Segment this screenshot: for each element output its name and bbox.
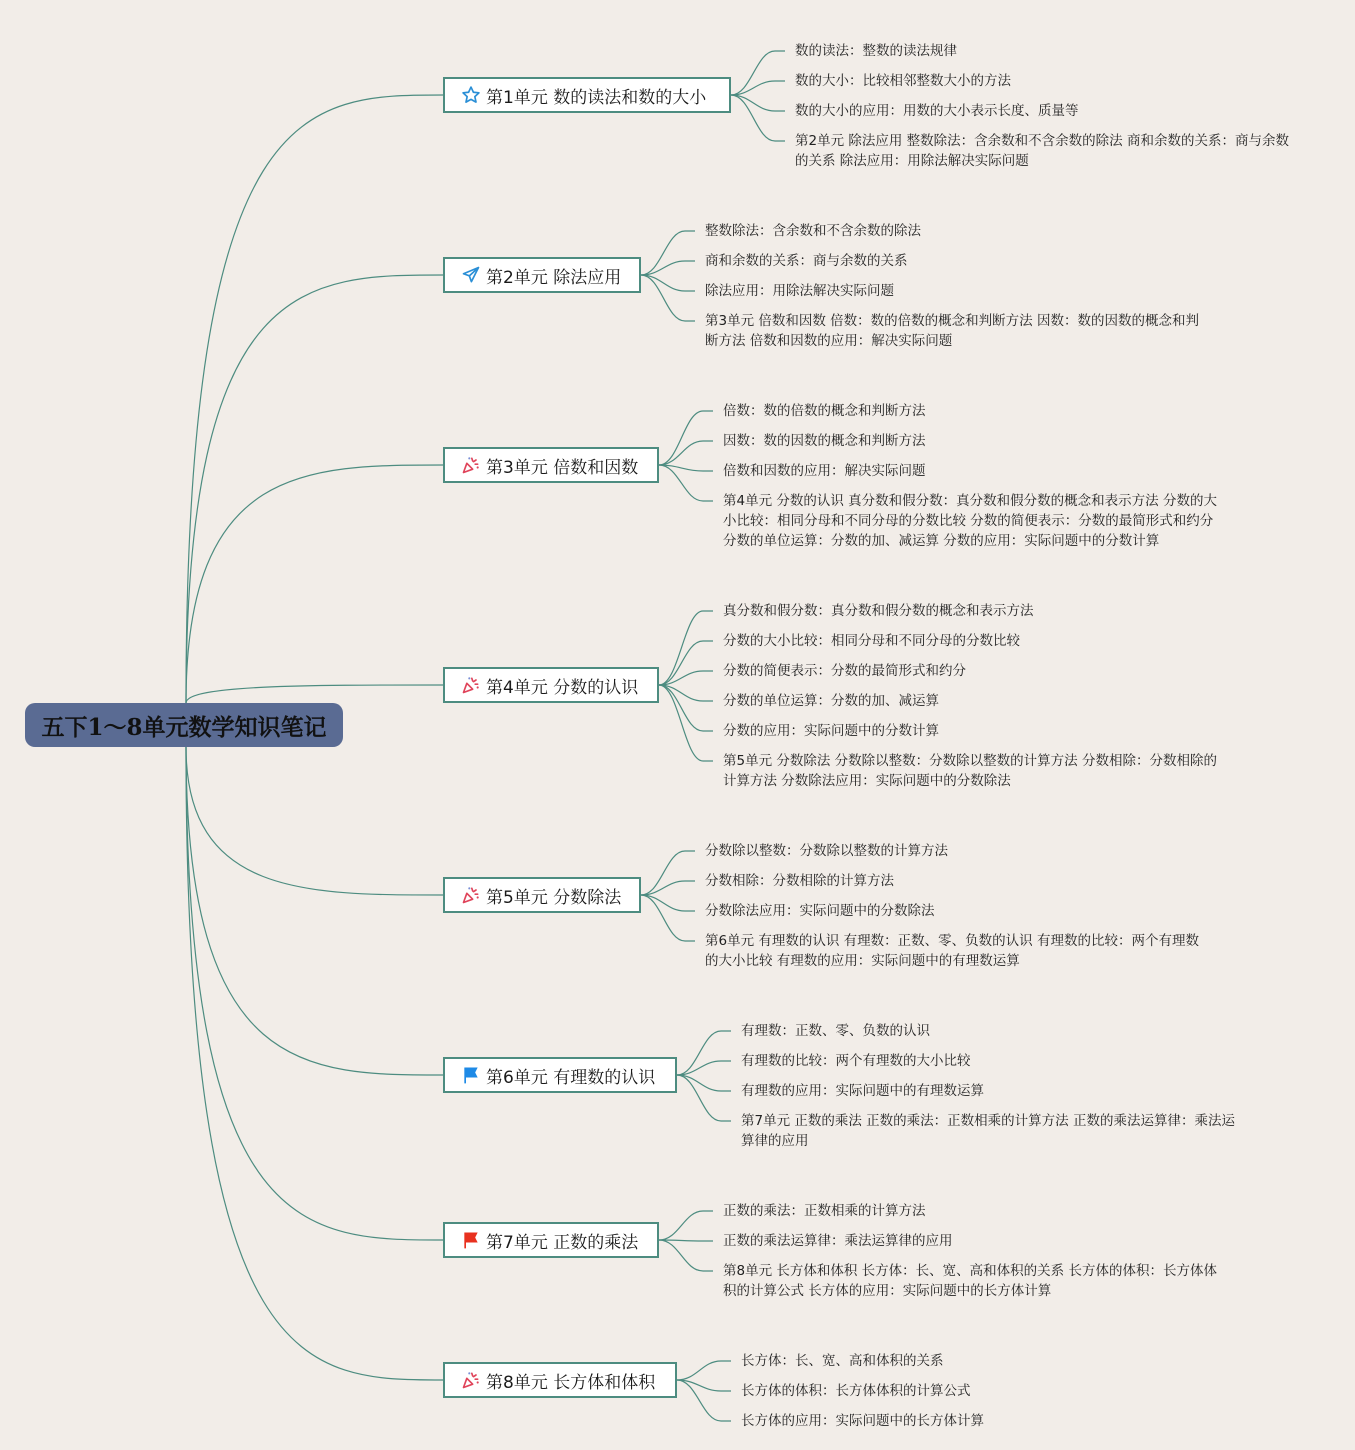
leaf-item[interactable]: 分数的简便表示：分数的最简形式和约分 xyxy=(723,663,966,679)
root-branch-link xyxy=(186,747,443,1075)
party-popper-icon xyxy=(460,884,482,906)
root-branch-link xyxy=(186,275,443,703)
branch-leaf-link xyxy=(659,465,713,471)
leaf-item[interactable]: 长方体的体积：长方体体积的计算公式 xyxy=(741,1383,971,1399)
branch-leaf-link xyxy=(677,1031,731,1075)
branch-unit-2[interactable] xyxy=(443,257,641,293)
branch-unit-4[interactable] xyxy=(443,667,659,703)
leaf-item[interactable]: 数的大小：比较相邻整数大小的方法 xyxy=(795,73,1011,89)
branch-unit-6[interactable] xyxy=(443,1057,677,1093)
branch-label: 第5单元 分数除法 xyxy=(486,887,622,908)
leaf-item[interactable]: 第4单元 分数的认识 真分数和假分数：真分数和假分数的概念和表示方法 分数的大小比较：相同分母和不同分母的分数比较 分数的简便表示：分数的最简形式和约分 分数的单位运算：分数的加、减运算 分数的应用：实际问题中的分数计算 xyxy=(723,493,1217,549)
branch-leaf-link xyxy=(731,51,785,95)
root-topic[interactable] xyxy=(25,703,343,747)
leaf-item[interactable]: 商和余数的关系：商与余数的关系 xyxy=(705,253,908,269)
star-icon xyxy=(460,84,482,106)
leaf-item[interactable]: 第2单元 除法应用 整数除法：含余数和不含余数的除法 商和余数的关系：商与余数的关系 除法应用：用除法解决实际问题 xyxy=(795,133,1289,169)
leaf-item[interactable]: 整数除法：含余数和不含余数的除法 xyxy=(705,223,921,239)
root-title: 五下1～8单元数学知识笔记 xyxy=(41,713,327,741)
branch-leaf-link xyxy=(659,611,713,685)
branch-label: 第1单元 数的读法和数的大小 xyxy=(486,87,707,108)
paper-plane-icon xyxy=(460,264,482,286)
branch-unit-8[interactable] xyxy=(443,1362,677,1398)
branch-leaf-link xyxy=(659,685,713,731)
leaf-item[interactable]: 第6单元 有理数的认识 有理数：正数、零、负数的认识 有理数的比较：两个有理数的大小比较 有理数的应用：实际问题中的有理数运算 xyxy=(705,933,1199,969)
leaf-item[interactable]: 长方体：长、宽、高和体积的关系 xyxy=(741,1353,944,1369)
leaf-item[interactable]: 有理数的比较：两个有理数的大小比较 xyxy=(741,1053,971,1069)
branch-label: 第4单元 分数的认识 xyxy=(486,677,639,698)
leaf-item[interactable]: 第5单元 分数除法 分数除以整数：分数除以整数的计算方法 分数相除：分数相除的计算方法 分数除法应用：实际问题中的分数除法 xyxy=(723,753,1217,789)
branch-leaf-link xyxy=(641,895,695,941)
leaf-item[interactable]: 分数的单位运算：分数的加、减运算 xyxy=(723,693,939,709)
branch-label: 第3单元 倍数和因数 xyxy=(486,457,639,478)
leaf-item[interactable]: 倍数：数的倍数的概念和判断方法 xyxy=(723,403,926,419)
root-branch-link xyxy=(186,747,443,1380)
leaf-item[interactable]: 因数：数的因数的概念和判断方法 xyxy=(723,433,926,449)
branch-unit-7[interactable] xyxy=(443,1222,659,1258)
branch-leaf-link xyxy=(659,641,713,685)
branch-unit-3[interactable] xyxy=(443,447,659,483)
leaf-item[interactable]: 除法应用：用除法解决实际问题 xyxy=(705,283,894,299)
branch-label: 第2单元 除法应用 xyxy=(486,267,622,288)
leaf-item[interactable]: 正数的乘法运算律：乘法运算律的应用 xyxy=(723,1233,953,1249)
party-popper-icon xyxy=(460,674,482,696)
root-branch-link xyxy=(186,747,443,1240)
leaf-item[interactable]: 分数的大小比较：相同分母和不同分母的分数比较 xyxy=(723,633,1020,649)
branch-label: 第6单元 有理数的认识 xyxy=(486,1067,656,1088)
branch-leaf-link xyxy=(731,95,785,141)
branch-leaf-link xyxy=(677,1380,731,1421)
party-popper-icon xyxy=(460,454,482,476)
blue-flag-icon xyxy=(460,1064,482,1086)
red-flag-icon xyxy=(460,1229,482,1251)
root-branch-link xyxy=(186,685,443,703)
branch-leaf-link xyxy=(659,1240,713,1271)
leaf-item[interactable]: 真分数和假分数：真分数和假分数的概念和表示方法 xyxy=(723,603,1034,619)
branch-leaf-link xyxy=(641,231,695,275)
root-branch-link xyxy=(186,747,443,895)
leaf-item[interactable]: 数的大小的应用：用数的大小表示长度、质量等 xyxy=(795,103,1079,119)
leaf-item[interactable]: 第3单元 倍数和因数 倍数：数的倍数的概念和判断方法 因数：数的因数的概念和判断方法 倍数和因数的应用：解决实际问题 xyxy=(705,313,1199,349)
branch-leaf-link xyxy=(659,411,713,465)
party-popper-icon xyxy=(460,1369,482,1391)
branch-leaf-link xyxy=(677,1361,731,1380)
leaf-item[interactable]: 正数的乘法：正数相乘的计算方法 xyxy=(723,1203,926,1219)
leaf-item[interactable]: 有理数的应用：实际问题中的有理数运算 xyxy=(741,1083,984,1099)
leaf-item[interactable]: 分数的应用：实际问题中的分数计算 xyxy=(723,723,939,739)
branch-leaf-link xyxy=(677,1380,731,1391)
root-branch-link xyxy=(186,95,443,703)
leaf-item[interactable]: 第7单元 正数的乘法 正数的乘法：正数相乘的计算方法 正数的乘法运算律：乘法运算律的应用 xyxy=(741,1113,1235,1149)
leaf-item[interactable]: 分数除法应用：实际问题中的分数除法 xyxy=(705,903,935,919)
leaf-item[interactable]: 分数除以整数：分数除以整数的计算方法 xyxy=(705,843,948,859)
leaf-item[interactable]: 有理数：正数、零、负数的认识 xyxy=(741,1023,930,1039)
leaf-item[interactable]: 第8单元 长方体和体积 长方体：长、宽、高和体积的关系 长方体的体积：长方体体积的计算公式 长方体的应用：实际问题中的长方体计算 xyxy=(723,1263,1217,1299)
leaf-item[interactable]: 分数相除：分数相除的计算方法 xyxy=(705,873,894,889)
leaf-item[interactable]: 数的读法：整数的读法规律 xyxy=(795,43,957,59)
branch-label: 第8单元 长方体和体积 xyxy=(486,1372,656,1393)
branch-label: 第7单元 正数的乘法 xyxy=(486,1232,639,1253)
branch-leaf-link xyxy=(677,1075,731,1121)
branch-leaf-link xyxy=(659,1211,713,1240)
branch-leaf-link xyxy=(641,275,695,321)
branch-unit-1[interactable] xyxy=(443,77,731,113)
leaf-item[interactable]: 长方体的应用：实际问题中的长方体计算 xyxy=(741,1413,984,1429)
leaf-item[interactable]: 倍数和因数的应用：解决实际问题 xyxy=(723,463,926,479)
branch-unit-5[interactable] xyxy=(443,877,641,913)
branch-leaf-link xyxy=(659,1240,713,1241)
branch-leaf-link xyxy=(641,851,695,895)
root-branch-link xyxy=(186,465,443,703)
